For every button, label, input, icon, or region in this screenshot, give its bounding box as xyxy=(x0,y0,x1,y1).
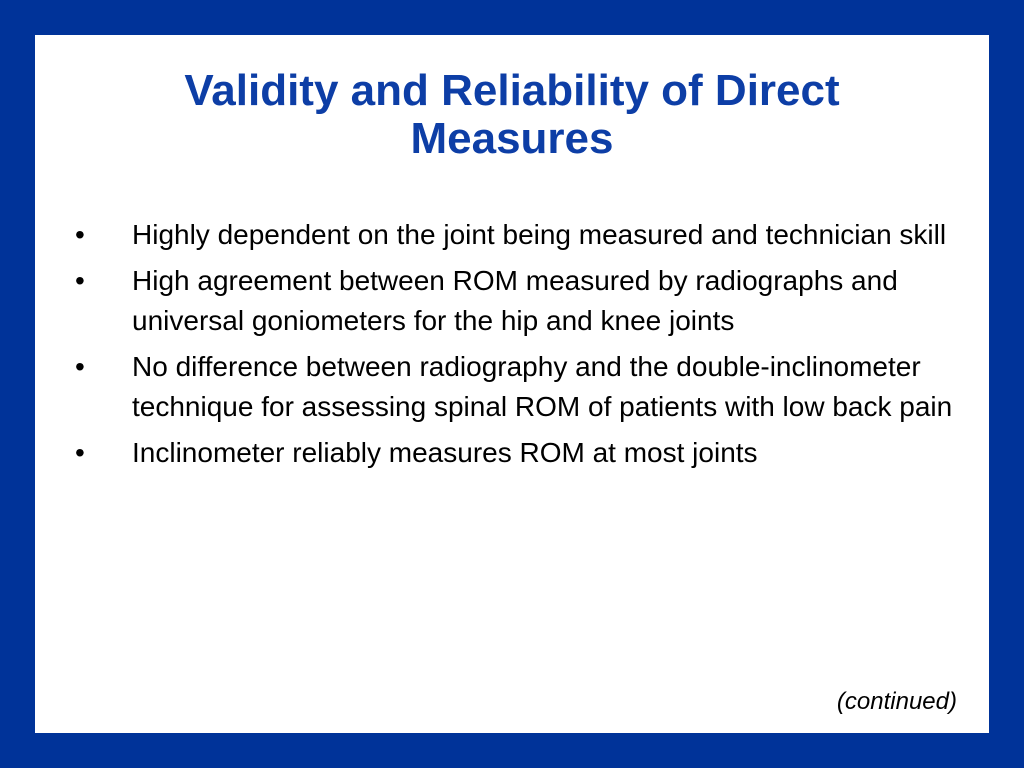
bullet-list xyxy=(35,215,989,479)
bullet-icon: • xyxy=(75,219,85,250)
slide-body xyxy=(35,35,989,733)
bullet-item xyxy=(35,261,989,341)
bullet-text: High agreement between ROM measured by radiographs and universal goniometers for the hip and knee joints xyxy=(132,265,898,336)
bullet-text: Inclinometer reliably measures ROM at most joints xyxy=(132,437,758,468)
bullet-item xyxy=(35,433,989,473)
slide-title-line-2: Measures xyxy=(410,114,614,163)
bullet-text: Highly dependent on the joint being measured and technician skill xyxy=(132,219,947,250)
bullet-text: No difference between radiography and the double-inclinometer technique for assessing spinal ROM of patients with low back pain xyxy=(132,351,953,422)
bullet-item xyxy=(35,347,989,427)
slide-title xyxy=(35,67,989,163)
bullet-icon: • xyxy=(75,351,85,382)
bullet-icon: • xyxy=(75,265,85,296)
slide-title-line-1: Validity and Reliability of Direct xyxy=(184,66,840,115)
bullet-icon: • xyxy=(75,437,85,468)
continued-note: (continued) xyxy=(836,688,957,715)
bullet-item xyxy=(35,215,989,255)
